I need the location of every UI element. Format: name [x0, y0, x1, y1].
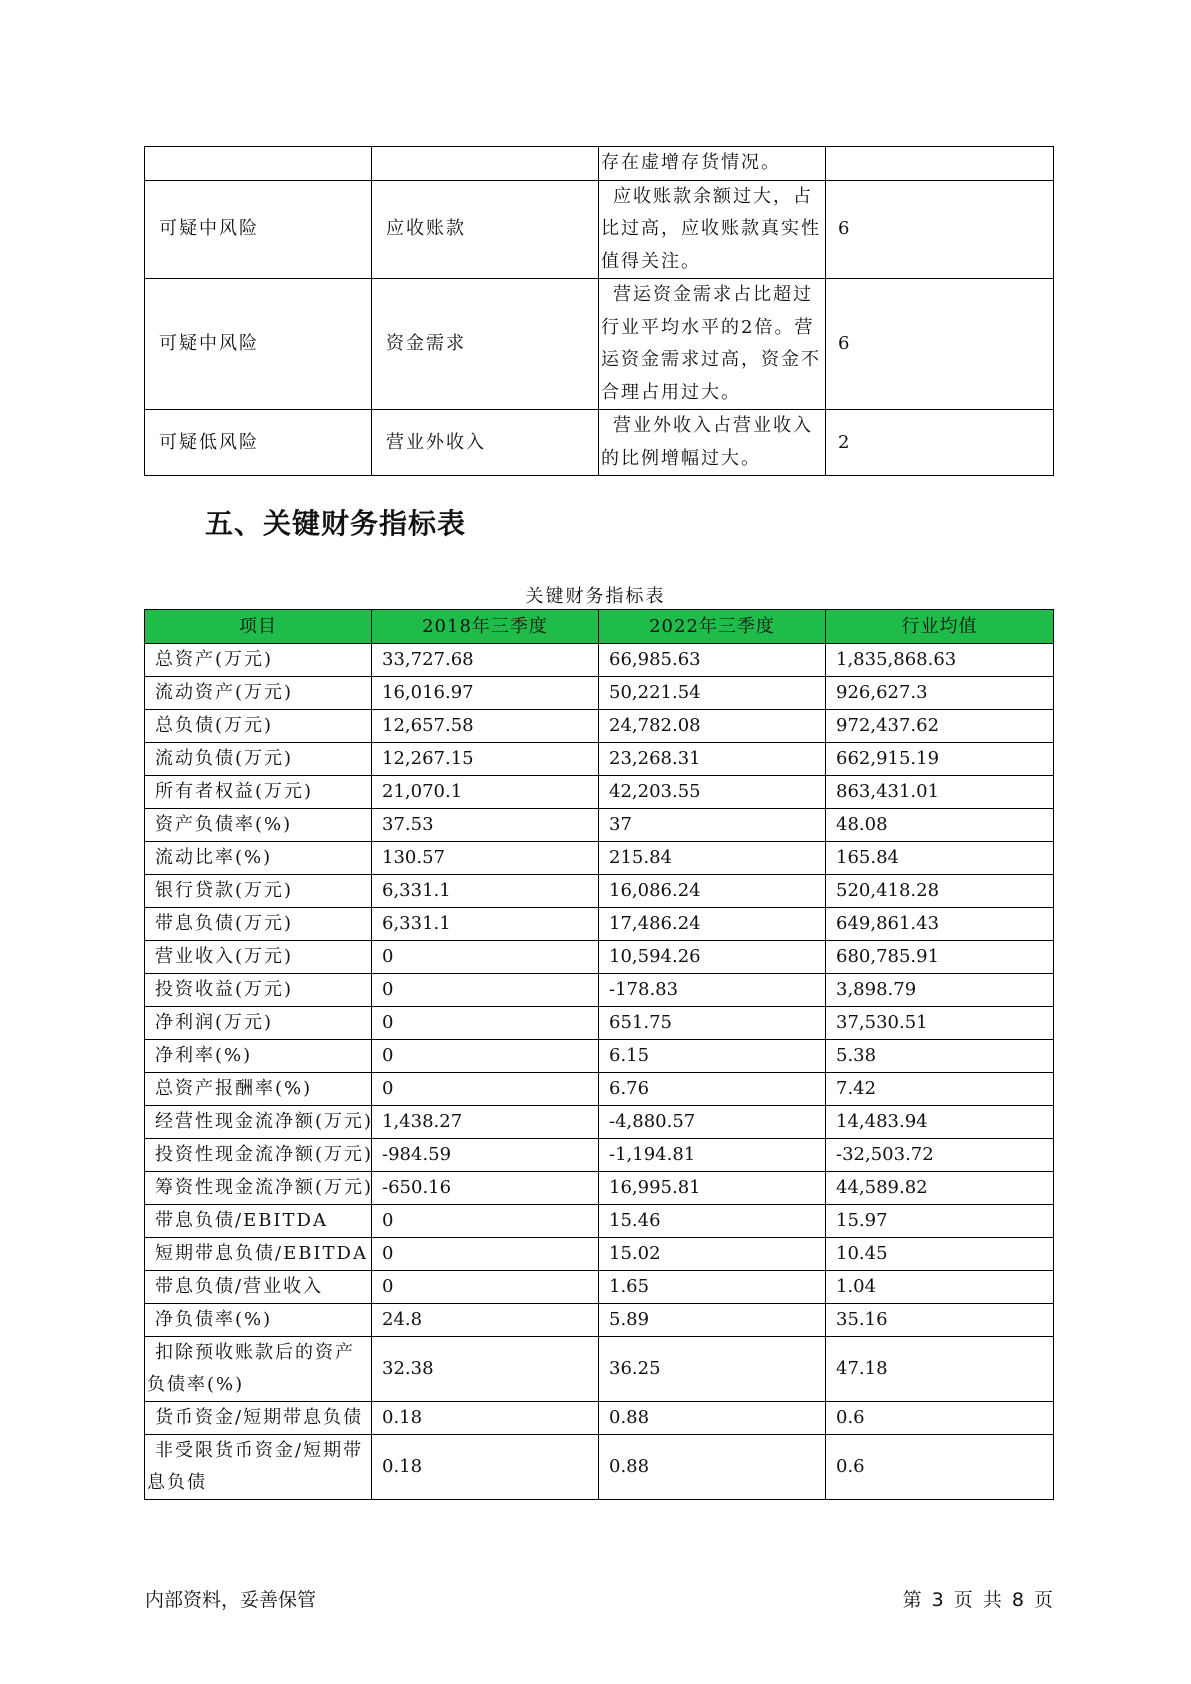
- metric-value: 1,438.27: [372, 1106, 599, 1139]
- table-row: [145, 1304, 1054, 1337]
- metric-value: 680,785.91: [826, 941, 1054, 974]
- risk-score: [826, 147, 1054, 181]
- metric-value: 0.18: [372, 1402, 599, 1435]
- table-row: [145, 677, 1054, 710]
- risk-row: [145, 147, 1054, 181]
- footer-page-number: 第 3 页 共 8 页: [902, 1589, 1053, 1611]
- metric-value: -650.16: [372, 1172, 599, 1205]
- metric-label: 营业收入(万元): [145, 941, 372, 974]
- metric-value: 32.38: [372, 1337, 599, 1402]
- metric-value: 23,268.31: [599, 743, 826, 776]
- metric-value: 165.84: [826, 842, 1054, 875]
- metric-label: 带息负债/EBITDA: [145, 1205, 372, 1238]
- risk-score: 6: [826, 279, 1054, 410]
- risk-score: 6: [826, 180, 1054, 279]
- metric-value: 0.88: [599, 1435, 826, 1500]
- metric-value: 16,086.24: [599, 875, 826, 908]
- metric-value: 3,898.79: [826, 974, 1054, 1007]
- metric-value: 50,221.54: [599, 677, 826, 710]
- metric-value: 16,016.97: [372, 677, 599, 710]
- metric-value: 130.57: [372, 842, 599, 875]
- metric-value: 6,331.1: [372, 908, 599, 941]
- metric-value: 1.65: [599, 1271, 826, 1304]
- table-caption: 关键财务指标表: [525, 586, 666, 607]
- risk-item: [372, 147, 599, 181]
- metric-label: 货币资金/短期带息负债: [145, 1402, 372, 1435]
- metric-value: -984.59: [372, 1139, 599, 1172]
- table-row: [145, 1007, 1054, 1040]
- table-row: [145, 941, 1054, 974]
- metric-value: 16,995.81: [599, 1172, 826, 1205]
- metric-label: 银行贷款(万元): [145, 875, 372, 908]
- metric-value: 15.97: [826, 1205, 1054, 1238]
- metric-label: 非受限货币资金/短期带息负债: [145, 1435, 372, 1500]
- metric-label: 净利润(万元): [145, 1007, 372, 1040]
- table-row: [145, 1402, 1054, 1435]
- metric-value: -1,194.81: [599, 1139, 826, 1172]
- column-header: 行业均值: [826, 610, 1054, 644]
- risk-level: 可疑低风险: [145, 410, 372, 476]
- table-row: [145, 710, 1054, 743]
- metric-value: 215.84: [599, 842, 826, 875]
- table-row: [145, 974, 1054, 1007]
- risk-description: 营运资金需求占比超过行业平均水平的2倍。营运资金需求过高，资金不合理占用过大。: [599, 279, 826, 410]
- metric-value: 48.08: [826, 809, 1054, 842]
- risk-row: [145, 180, 1054, 279]
- metric-value: 33,727.68: [372, 644, 599, 677]
- metric-value: 24,782.08: [599, 710, 826, 743]
- risk-level: [145, 147, 372, 181]
- table-row: [145, 842, 1054, 875]
- table-header-row: [145, 610, 1054, 644]
- risk-level: 可疑中风险: [145, 180, 372, 279]
- metric-label: 筹资性现金流净额(万元): [145, 1172, 372, 1205]
- metric-label: 流动比率(%): [145, 842, 372, 875]
- metric-value: 5.89: [599, 1304, 826, 1337]
- table-row: [145, 1073, 1054, 1106]
- metric-value: 0: [372, 974, 599, 1007]
- metric-value: 47.18: [826, 1337, 1054, 1402]
- metrics-table: [144, 609, 1054, 1500]
- metric-label: 流动资产(万元): [145, 677, 372, 710]
- metric-label: 短期带息负债/EBITDA: [145, 1238, 372, 1271]
- footer-confidential-note: 内部资料，妥善保管: [145, 1589, 317, 1611]
- risk-level: 可疑中风险: [145, 279, 372, 410]
- table-row: [145, 1106, 1054, 1139]
- metric-value: 6,331.1: [372, 875, 599, 908]
- metric-value: 15.02: [599, 1238, 826, 1271]
- metric-value: 1,835,868.63: [826, 644, 1054, 677]
- table-row: [145, 644, 1054, 677]
- metric-label: 经营性现金流净额(万元): [145, 1106, 372, 1139]
- metric-value: 1.04: [826, 1271, 1054, 1304]
- metric-value: 6.76: [599, 1073, 826, 1106]
- table-row: [145, 776, 1054, 809]
- metric-label: 资产负债率(%): [145, 809, 372, 842]
- metrics-body: [145, 644, 1054, 1500]
- metric-label: 带息负债(万元): [145, 908, 372, 941]
- column-header: 2022年三季度: [599, 610, 826, 644]
- table-row: [145, 1040, 1054, 1073]
- metric-value: 5.38: [826, 1040, 1054, 1073]
- metric-value: 520,418.28: [826, 875, 1054, 908]
- column-header: 2018年三季度: [372, 610, 599, 644]
- metric-value: -178.83: [599, 974, 826, 1007]
- risk-item: 营业外收入: [372, 410, 599, 476]
- metric-value: -32,503.72: [826, 1139, 1054, 1172]
- metric-label: 所有者权益(万元): [145, 776, 372, 809]
- table-row: [145, 1238, 1054, 1271]
- metric-value: 37: [599, 809, 826, 842]
- risk-row: [145, 410, 1054, 476]
- metric-value: 12,657.58: [372, 710, 599, 743]
- metric-value: 15.46: [599, 1205, 826, 1238]
- metric-label: 总资产报酬率(%): [145, 1073, 372, 1106]
- metric-value: 21,070.1: [372, 776, 599, 809]
- metric-label: 净负债率(%): [145, 1304, 372, 1337]
- metric-value: 10.45: [826, 1238, 1054, 1271]
- metric-value: 12,267.15: [372, 743, 599, 776]
- metric-value: 972,437.62: [826, 710, 1054, 743]
- metric-label: 流动负债(万元): [145, 743, 372, 776]
- risk-description: 存在虚增存货情况。: [599, 147, 826, 181]
- table-row: [145, 1139, 1054, 1172]
- metric-value: 66,985.63: [599, 644, 826, 677]
- metric-label: 总负债(万元): [145, 710, 372, 743]
- metric-value: 863,431.01: [826, 776, 1054, 809]
- table-row: [145, 908, 1054, 941]
- column-header: 项目: [145, 610, 372, 644]
- risk-description: 营业外收入占营业收入的比例增幅过大。: [599, 410, 826, 476]
- metric-value: 651.75: [599, 1007, 826, 1040]
- metric-value: 0.88: [599, 1402, 826, 1435]
- risk-table: [144, 146, 1054, 476]
- section-heading: 五、关键财务指标表: [205, 507, 467, 540]
- metric-value: 7.42: [826, 1073, 1054, 1106]
- metric-value: 14,483.94: [826, 1106, 1054, 1139]
- metric-value: 24.8: [372, 1304, 599, 1337]
- metric-value: 17,486.24: [599, 908, 826, 941]
- metric-value: 0: [372, 1205, 599, 1238]
- metric-value: 0: [372, 1040, 599, 1073]
- risk-item: 资金需求: [372, 279, 599, 410]
- metric-value: 649,861.43: [826, 908, 1054, 941]
- metric-value: 37.53: [372, 809, 599, 842]
- metric-value: 926,627.3: [826, 677, 1054, 710]
- metric-value: 0: [372, 1271, 599, 1304]
- metric-label: 总资产(万元): [145, 644, 372, 677]
- table-row: [145, 875, 1054, 908]
- metric-value: 6.15: [599, 1040, 826, 1073]
- table-row: [145, 809, 1054, 842]
- metric-value: 0.6: [826, 1435, 1054, 1500]
- table-row: [145, 1435, 1054, 1500]
- risk-description: 应收账款余额过大，占比过高，应收账款真实性值得关注。: [599, 180, 826, 279]
- metric-value: 42,203.55: [599, 776, 826, 809]
- metric-label: 扣除预收账款后的资产负债率(%): [145, 1337, 372, 1402]
- metric-value: 0: [372, 1073, 599, 1106]
- metric-value: 0.18: [372, 1435, 599, 1500]
- metric-value: 0: [372, 1238, 599, 1271]
- table-row: [145, 1337, 1054, 1402]
- metric-label: 带息负债/营业收入: [145, 1271, 372, 1304]
- table-row: [145, 1271, 1054, 1304]
- metric-value: 35.16: [826, 1304, 1054, 1337]
- metric-value: 37,530.51: [826, 1007, 1054, 1040]
- metric-value: 0.6: [826, 1402, 1054, 1435]
- risk-item: 应收账款: [372, 180, 599, 279]
- metric-label: 净利率(%): [145, 1040, 372, 1073]
- metric-value: 0: [372, 1007, 599, 1040]
- metric-label: 投资性现金流净额(万元): [145, 1139, 372, 1172]
- metric-label: 投资收益(万元): [145, 974, 372, 1007]
- metric-value: 662,915.19: [826, 743, 1054, 776]
- risk-row: [145, 279, 1054, 410]
- metric-value: 10,594.26: [599, 941, 826, 974]
- table-row: [145, 743, 1054, 776]
- risk-score: 2: [826, 410, 1054, 476]
- metric-value: 36.25: [599, 1337, 826, 1402]
- metric-value: 44,589.82: [826, 1172, 1054, 1205]
- table-row: [145, 1172, 1054, 1205]
- metric-value: -4,880.57: [599, 1106, 826, 1139]
- metric-value: 0: [372, 941, 599, 974]
- table-row: [145, 1205, 1054, 1238]
